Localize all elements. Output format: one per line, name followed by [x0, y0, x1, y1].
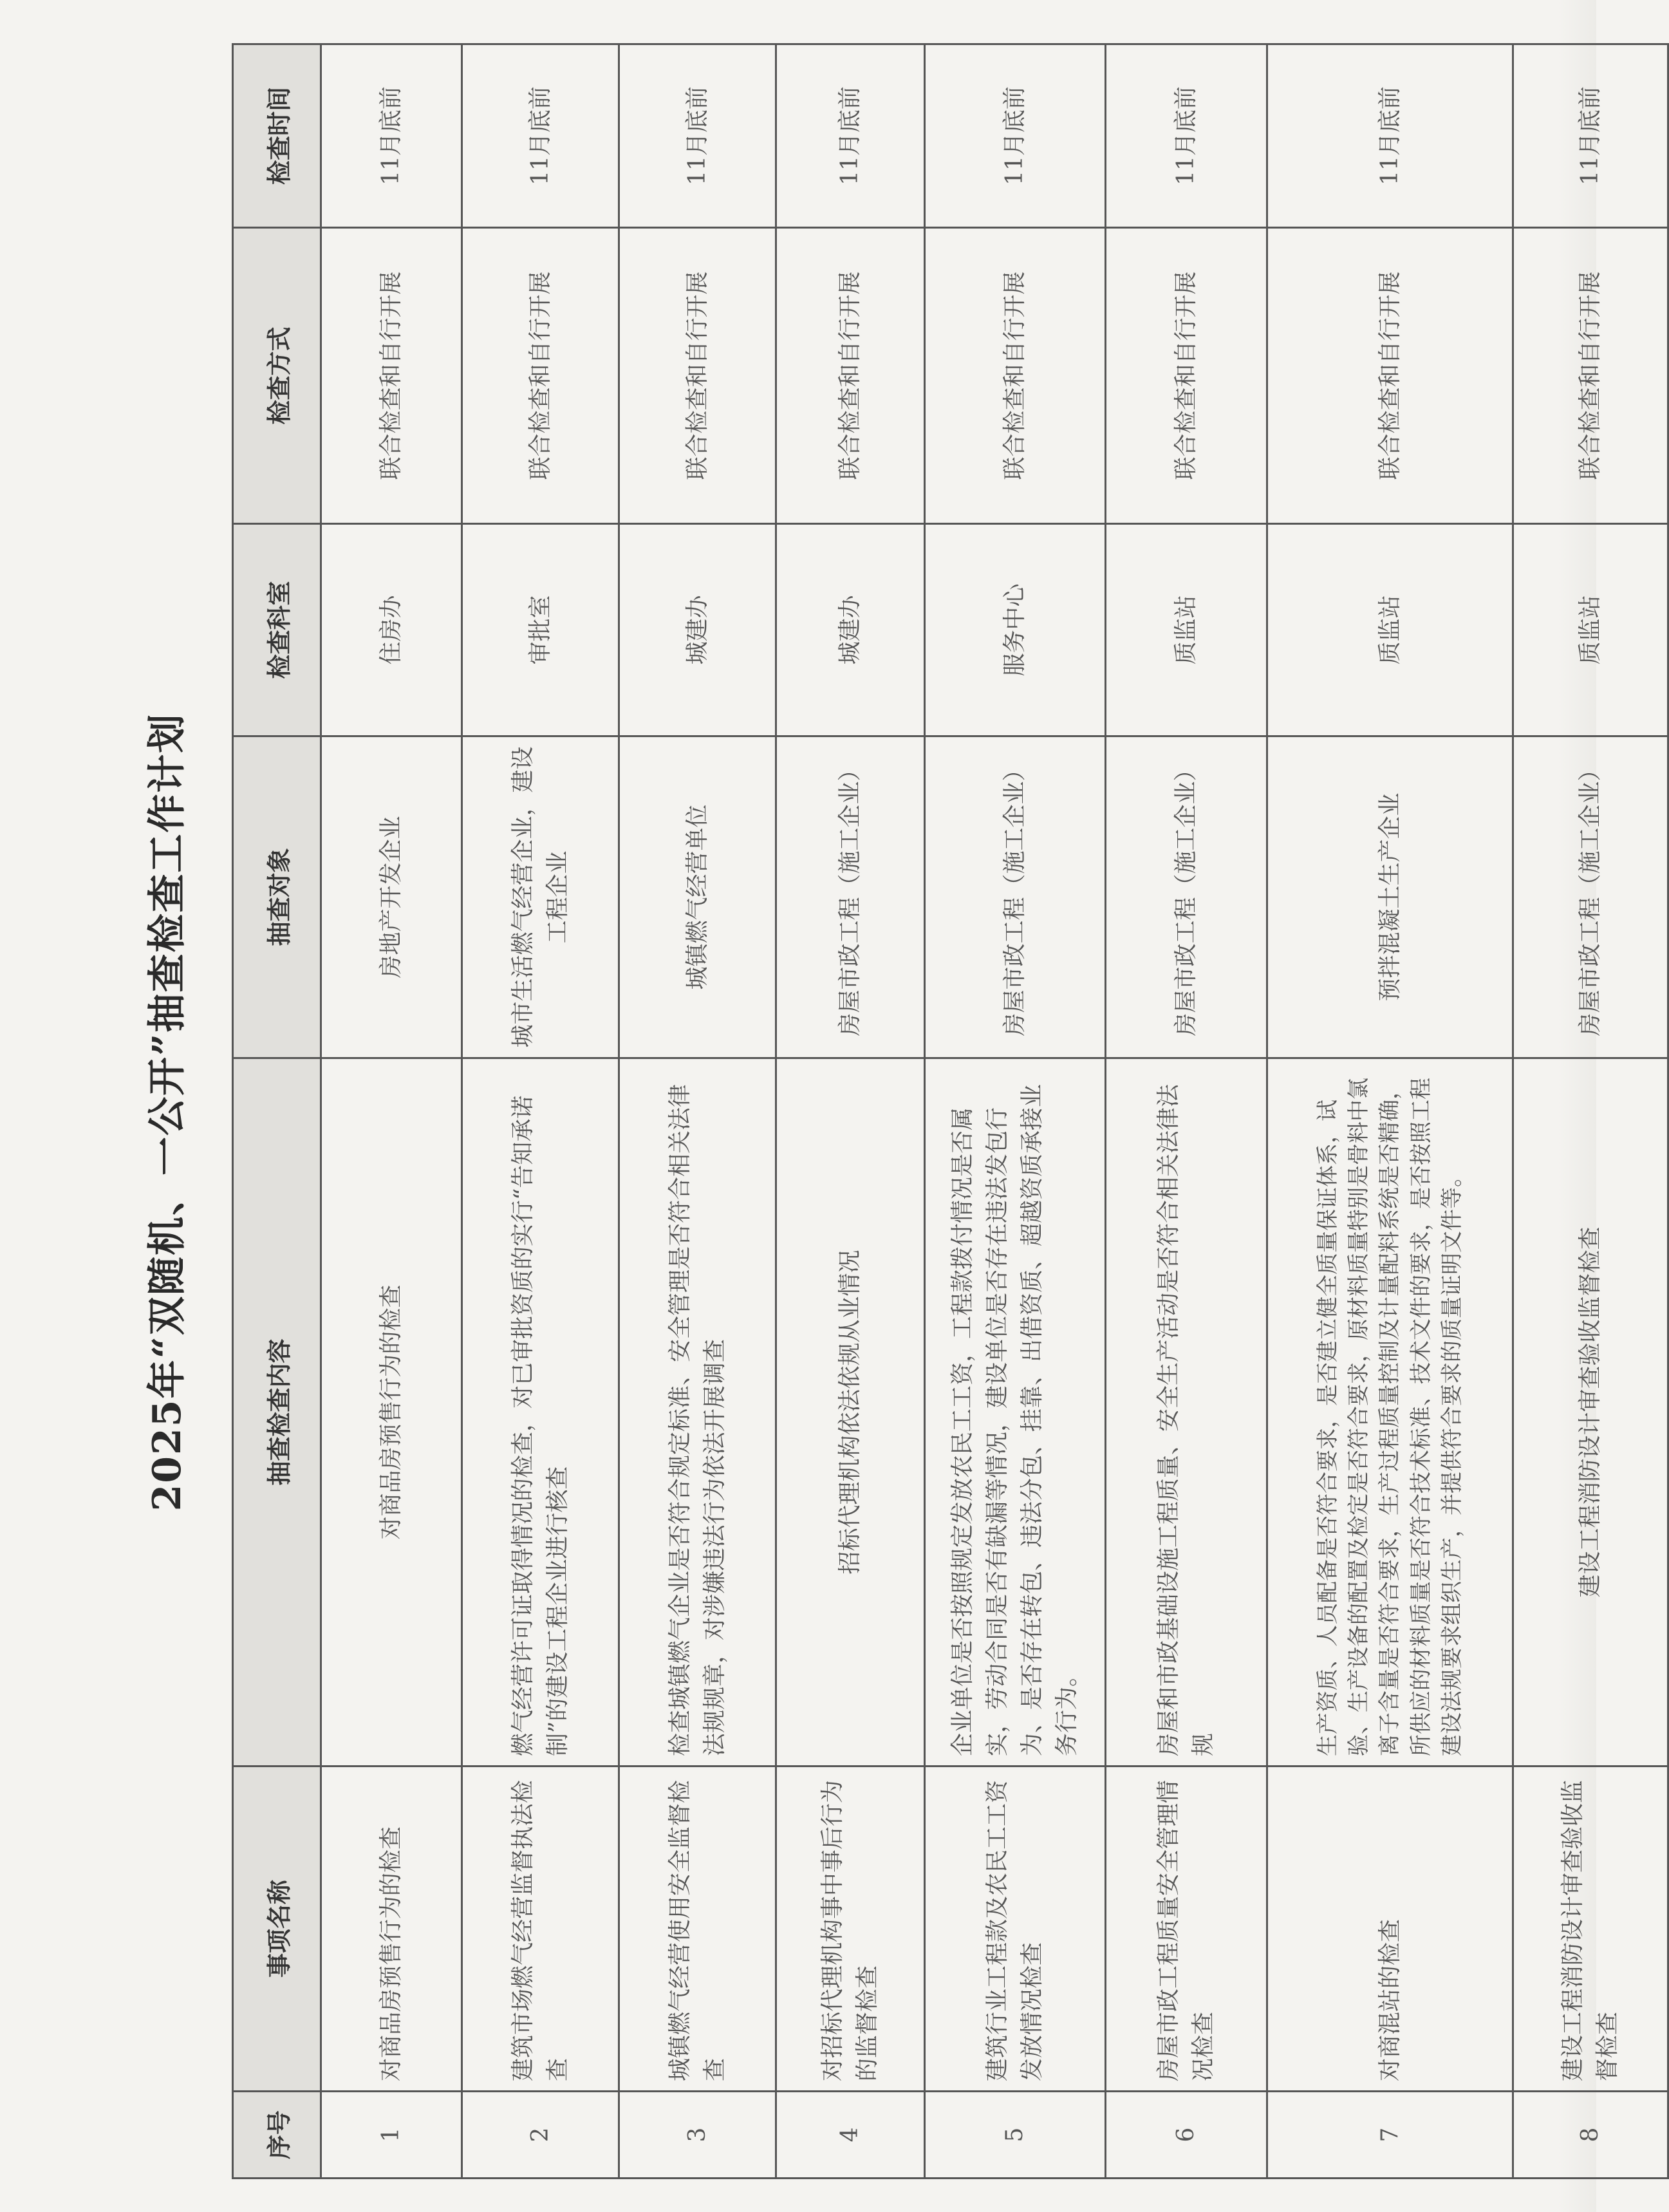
cell-seq: 2: [462, 2092, 619, 2179]
cell-target: 预拌混凝土生产企业: [1267, 736, 1513, 1058]
cell-time: 11月底前: [1513, 44, 1668, 228]
table-row: [619, 44, 776, 2179]
cell-seq: 6: [1106, 2092, 1267, 2179]
cell-target: 房屋市政工程（施工企业）: [925, 736, 1106, 1058]
cell-target: 城市生活燃气经营企业，建设工程企业: [462, 736, 619, 1058]
cell-target: 城镇燃气经营单位: [619, 736, 776, 1058]
cell-method: 联合检查和自行开展: [925, 228, 1106, 524]
table-row: [1267, 44, 1513, 2179]
cell-method: 联合检查和自行开展: [1106, 228, 1267, 524]
table-row: [462, 44, 619, 2179]
cell-seq: 1: [321, 2092, 462, 2179]
cell-time: 11月底前: [1267, 44, 1513, 228]
document-title: 2025年“双随机、一公开”抽查检查工作计划: [145, 713, 190, 1512]
cell-dept: 城建办: [776, 524, 925, 736]
cell-seq: 7: [1267, 2092, 1513, 2179]
cell-dept: 质监站: [1267, 524, 1513, 736]
cell-target: 房屋市政工程（施工企业）: [776, 736, 925, 1058]
header-seq: 序号: [233, 2092, 321, 2179]
cell-seq: 8: [1513, 2092, 1668, 2179]
cell-method: 联合检查和自行开展: [619, 228, 776, 524]
cell-name: 建筑行业工程款及农民工工资发放情况检查: [925, 1767, 1106, 2092]
cell-name: 对招标代理机构事中事后行为的监督检查: [776, 1767, 925, 2092]
cell-name: 城镇燃气经营使用安全监督检查: [619, 1767, 776, 2092]
cell-time: 11月底前: [1106, 44, 1267, 228]
header-target: 抽查对象: [233, 736, 321, 1058]
cell-method: 联合检查和自行开展: [776, 228, 925, 524]
cell-name: 对商品房预售行为的检查: [321, 1767, 462, 2092]
cell-name: 建筑市场燃气经营监督执法检查: [462, 1767, 619, 2092]
table-header-row: [233, 44, 321, 2179]
header-method: 检查方式: [233, 228, 321, 524]
table-row: [321, 44, 462, 2179]
cell-method: 联合检查和自行开展: [1513, 228, 1668, 524]
cell-content: 招标代理机构依法依规从业情况: [776, 1058, 925, 1767]
header-name: 事项名称: [233, 1767, 321, 2092]
table-row: [925, 44, 1106, 2179]
cell-content: 建设工程消防设计审查验收监督检查: [1513, 1058, 1668, 1767]
cell-content: 检查城镇燃气企业是否符合规定标准、安全管理是否符合相关法律法规规章，对涉嫌违法行为依法开展调查: [619, 1058, 776, 1767]
cell-name: 对商混站的检查: [1267, 1767, 1513, 2092]
header-dept: 检查科室: [233, 524, 321, 736]
cell-dept: 城建办: [619, 524, 776, 736]
cell-seq: 5: [925, 2092, 1106, 2179]
cell-target: 房屋市政工程（施工企业）: [1513, 736, 1668, 1058]
cell-name: 建设工程消防设计审查验收监督检查: [1513, 1767, 1668, 2092]
cell-content: 企业单位是否按照规定发放农民工工资，工程款拨付情况是否属实，劳动合同是否有缺漏等情况，建设单位是否存在违法发包行为、是否存在转包、违法分包、挂靠、出借资质、超越资质承接业务行为。: [925, 1058, 1106, 1767]
cell-target: 房屋市政工程（施工企业）: [1106, 736, 1267, 1058]
cell-content: 房屋和市政基础设施工程质量、安全生产活动是否符合相关法律法规: [1106, 1058, 1267, 1767]
cell-dept: 质监站: [1513, 524, 1668, 736]
table-row: [776, 44, 925, 2179]
cell-target: 房地产开发企业: [321, 736, 462, 1058]
table-row: [1513, 44, 1668, 2179]
cell-dept: 审批室: [462, 524, 619, 736]
cell-seq: 3: [619, 2092, 776, 2179]
cell-time: 11月底前: [925, 44, 1106, 228]
cell-dept: 服务中心: [925, 524, 1106, 736]
cell-method: 联合检查和自行开展: [1267, 228, 1513, 524]
cell-dept: 住房办: [321, 524, 462, 736]
inspection-plan-table: [232, 43, 1669, 2179]
cell-method: 联合检查和自行开展: [321, 228, 462, 524]
cell-name: 房屋市政工程质量安全管理情况检查: [1106, 1767, 1267, 2092]
cell-time: 11月底前: [776, 44, 925, 228]
cell-dept: 质监站: [1106, 524, 1267, 736]
rotated-page: [116, 45, 1621, 2179]
cell-time: 11月底前: [462, 44, 619, 228]
cell-content: 燃气经营许可证取得情况的检查，对已审批资质的实行“告知承诺制”的建设工程企业进行核查: [462, 1058, 619, 1767]
cell-seq: 4: [776, 2092, 925, 2179]
header-time: 检查时间: [233, 44, 321, 228]
cell-time: 11月底前: [321, 44, 462, 228]
header-content: 抽查检查内容: [233, 1058, 321, 1767]
cell-content: 生产资质、人员配备是否符合要求，是否建立健全质量保证体系，试验、生产设备的配置及检定是否符合要求，原材料质量特别是骨料中氯离子含量是否符合要求，生产过程质量控制及计量配料系统是否精确，所供应的材料质量是否符合技术标准、技术文件的要求，是否按照工程建设法规要求组织生产，并提供符合要求的质量证明文件等。: [1267, 1058, 1513, 1767]
cell-time: 11月底前: [619, 44, 776, 228]
table-row: [1106, 44, 1267, 2179]
cell-method: 联合检查和自行开展: [462, 228, 619, 524]
cell-content: 对商品房预售行为的检查: [321, 1058, 462, 1767]
